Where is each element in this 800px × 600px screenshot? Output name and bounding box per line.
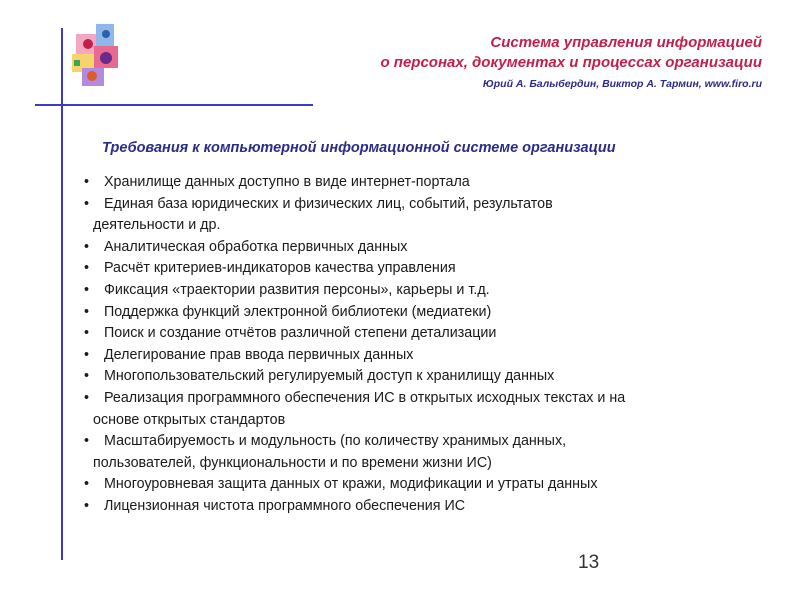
bullet-icon: • (84, 195, 90, 212)
bullet-icon: • (84, 497, 90, 514)
list-item (82, 302, 772, 324)
list-item-continuation: деятельности и др. (93, 217, 221, 234)
bullet-icon: • (84, 303, 90, 320)
list-item-text: Масштабируемость и модульность (по количеству хранимых данных, (104, 433, 567, 450)
bullet-icon: • (84, 346, 90, 363)
header-title-line1: Система управления информацией (490, 34, 762, 51)
list-item (82, 237, 772, 259)
list-item-text: Поддержка функций электронной библиотеки (медиатеки) (104, 303, 492, 320)
page-number: 13 (578, 552, 600, 573)
list-item-text: Хранилище данных доступно в виде интернет-портала (104, 174, 470, 190)
list-item-text: Многопользовательский регулируемый доступ к хранилищу данных (104, 368, 555, 385)
list-item (82, 496, 772, 518)
list-item-continuation: пользователей, функциональности и по времени жизни ИС) (93, 454, 492, 471)
list-item-text: Единая база юридических и физических лиц, событий, результатов (104, 195, 553, 212)
slide-subtitle: Требования к компьютерной информационной системе организации (102, 140, 616, 156)
list-item (82, 366, 772, 388)
list-item (82, 258, 772, 280)
bullet-icon: • (84, 433, 90, 450)
list-item (82, 172, 772, 194)
list-item-text: Фиксация «траектории развития персоны», карьеры и т.д. (104, 281, 490, 298)
bullet-icon: • (84, 476, 90, 493)
list-item (82, 345, 772, 367)
list-item (82, 280, 772, 302)
slide-header (380, 33, 762, 94)
list-item-continuation: основе открытых стандартов (93, 411, 286, 428)
vertical-rule (61, 28, 63, 560)
list-item-text: Реализация программного обеспечения ИС в открытых исходных текстах и на (104, 389, 626, 406)
bullet-icon: • (84, 389, 90, 406)
horizontal-rule (35, 104, 313, 106)
list-item (82, 474, 772, 496)
list-item-text: Поиск и создание отчётов различной степени детализации (104, 325, 497, 342)
list-item-text: Делегирование прав ввода первичных данных (104, 346, 414, 363)
list-item-text: Аналитическая обработка первичных данных (104, 238, 408, 255)
header-title-line2: о персонах, документах и процессах организации (380, 54, 762, 71)
puzzle-collage-logo (68, 20, 124, 90)
list-item-text: Лицензионная чистота программного обеспечения ИС (104, 497, 466, 514)
requirements-list (82, 172, 772, 518)
bullet-icon: • (84, 368, 90, 385)
list-item-text: Многоуровневая защита данных от кражи, модификации и утраты данных (104, 476, 598, 493)
bullet-icon: • (84, 174, 90, 190)
bullet-icon: • (84, 238, 90, 255)
list-item (82, 431, 772, 474)
list-item (82, 323, 772, 345)
list-item-text: Расчёт критериев-индикаторов качества управления (104, 260, 456, 277)
list-item (82, 388, 772, 431)
bullet-icon: • (84, 325, 90, 342)
list-item (82, 194, 772, 237)
bullet-icon: • (84, 260, 90, 277)
header-authors: Юрий А. Балыбердин, Виктор А. Тармин, www.firo.ru (482, 78, 762, 90)
bullet-icon: • (84, 281, 90, 298)
